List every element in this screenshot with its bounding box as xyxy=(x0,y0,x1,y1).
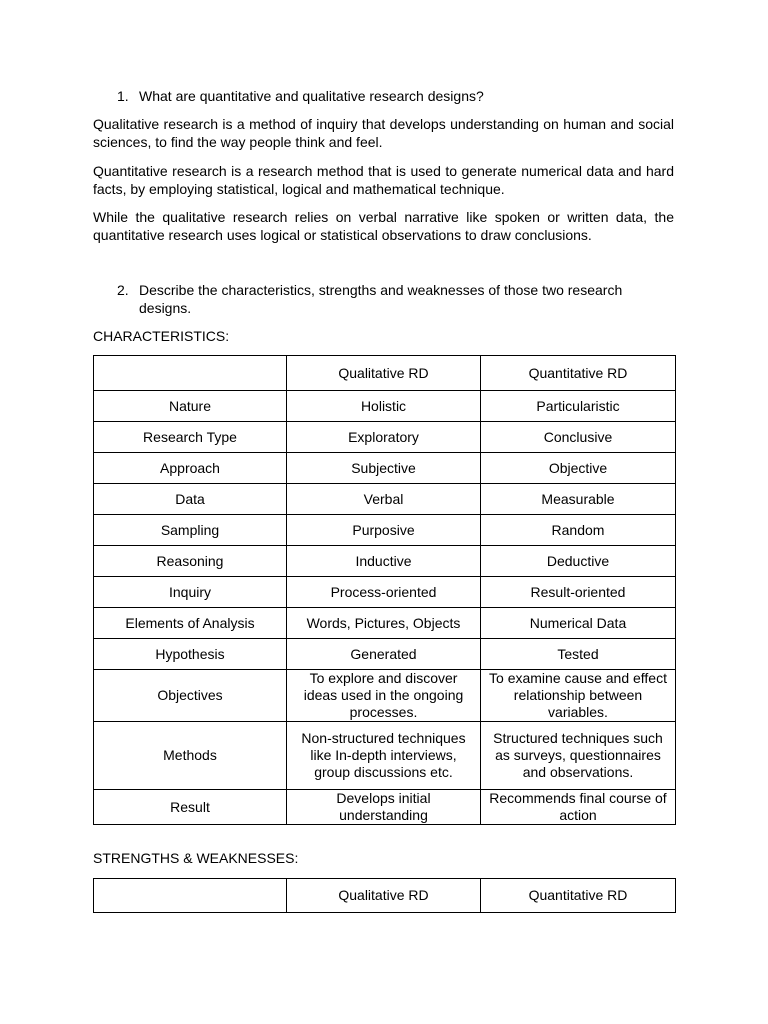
table-cell: Quantitative RD xyxy=(481,879,676,913)
table-cell: Reasoning xyxy=(94,546,287,577)
characteristics-table xyxy=(93,355,676,825)
strengths-label: STRENGTHS & WEAKNESSES: xyxy=(93,850,299,866)
table-cell: To examine cause and effect relationship between variables. xyxy=(481,670,676,722)
table-row xyxy=(94,670,676,722)
table-cell: Inductive xyxy=(287,546,481,577)
table-cell: Qualitative RD xyxy=(287,356,481,391)
table-header-row xyxy=(94,356,676,391)
table-cell: Particularistic xyxy=(481,391,676,422)
table-cell: Numerical Data xyxy=(481,608,676,639)
table-cell: Sampling xyxy=(94,515,287,546)
paragraph-quantitative: Quantitative research is a research method that is used to generate numerical data and hard facts, by employing statistical, logical and mathematical technique. xyxy=(93,163,674,197)
table-cell: Non-structured techniques like In-depth interviews, group discussions etc. xyxy=(287,722,481,790)
table-cell: Process-oriented xyxy=(287,577,481,608)
question-1-text: What are quantitative and qualitative research designs? xyxy=(139,88,484,104)
table-cell: Result xyxy=(94,790,287,825)
table-cell: Verbal xyxy=(287,484,481,515)
question-2-number: 2. xyxy=(117,282,129,298)
table-cell: Conclusive xyxy=(481,422,676,453)
table-cell: Random xyxy=(481,515,676,546)
table-cell: Approach xyxy=(94,453,287,484)
table-cell: Qualitative RD xyxy=(287,879,481,913)
table-cell: Generated xyxy=(287,639,481,670)
table-cell: Deductive xyxy=(481,546,676,577)
table-cell: Result-oriented xyxy=(481,577,676,608)
table-cell: Tested xyxy=(481,639,676,670)
table-cell: Data xyxy=(94,484,287,515)
table-row xyxy=(94,546,676,577)
question-1-number: 1. xyxy=(117,88,129,104)
table-cell: Measurable xyxy=(481,484,676,515)
question-2-text: Describe the characteristics, strengths and weaknesses of those two research designs. xyxy=(139,282,623,316)
table-cell xyxy=(94,356,287,391)
table-cell: Recommends final course of action xyxy=(481,790,676,825)
table-cell: Subjective xyxy=(287,453,481,484)
table-cell xyxy=(94,879,287,913)
table-cell: Elements of Analysis xyxy=(94,608,287,639)
table-cell: Inquiry xyxy=(94,577,287,608)
question-2 xyxy=(117,281,673,317)
table-row xyxy=(94,391,676,422)
table-cell: Quantitative RD xyxy=(481,356,676,391)
paragraph-qualitative: Qualitative research is a method of inquiry that develops understanding on human and social sciences, to find the way people think and feel. xyxy=(93,116,674,150)
question-1 xyxy=(117,87,673,105)
table-cell: Exploratory xyxy=(287,422,481,453)
table-cell: Nature xyxy=(94,391,287,422)
table-cell: Words, Pictures, Objects xyxy=(287,608,481,639)
table-row xyxy=(94,453,676,484)
paragraph-comparison: While the qualitative research relies on verbal narrative like spoken or written data, the quantitative research uses logical or statistical observations to draw conclusions. xyxy=(93,209,674,243)
table-header-row xyxy=(94,879,676,913)
table-cell: Purposive xyxy=(287,515,481,546)
table-row xyxy=(94,422,676,453)
characteristics-label: CHARACTERISTICS: xyxy=(93,328,230,344)
table-cell: Structured techniques such as surveys, questionnaires and observations. xyxy=(481,722,676,790)
table-cell: Methods xyxy=(94,722,287,790)
table-cell: Holistic xyxy=(287,391,481,422)
table-cell: Research Type xyxy=(94,422,287,453)
table-row xyxy=(94,577,676,608)
table-cell: To explore and discover ideas used in the ongoing processes. xyxy=(287,670,481,722)
table-cell: Hypothesis xyxy=(94,639,287,670)
table-row xyxy=(94,515,676,546)
table-row xyxy=(94,639,676,670)
table-row xyxy=(94,790,676,825)
table-cell: Develops initial understanding xyxy=(287,790,481,825)
table-row xyxy=(94,608,676,639)
table-row xyxy=(94,484,676,515)
strengths-table xyxy=(93,878,676,913)
table-cell: Objective xyxy=(481,453,676,484)
table-cell: Objectives xyxy=(94,670,287,722)
table-row xyxy=(94,722,676,790)
